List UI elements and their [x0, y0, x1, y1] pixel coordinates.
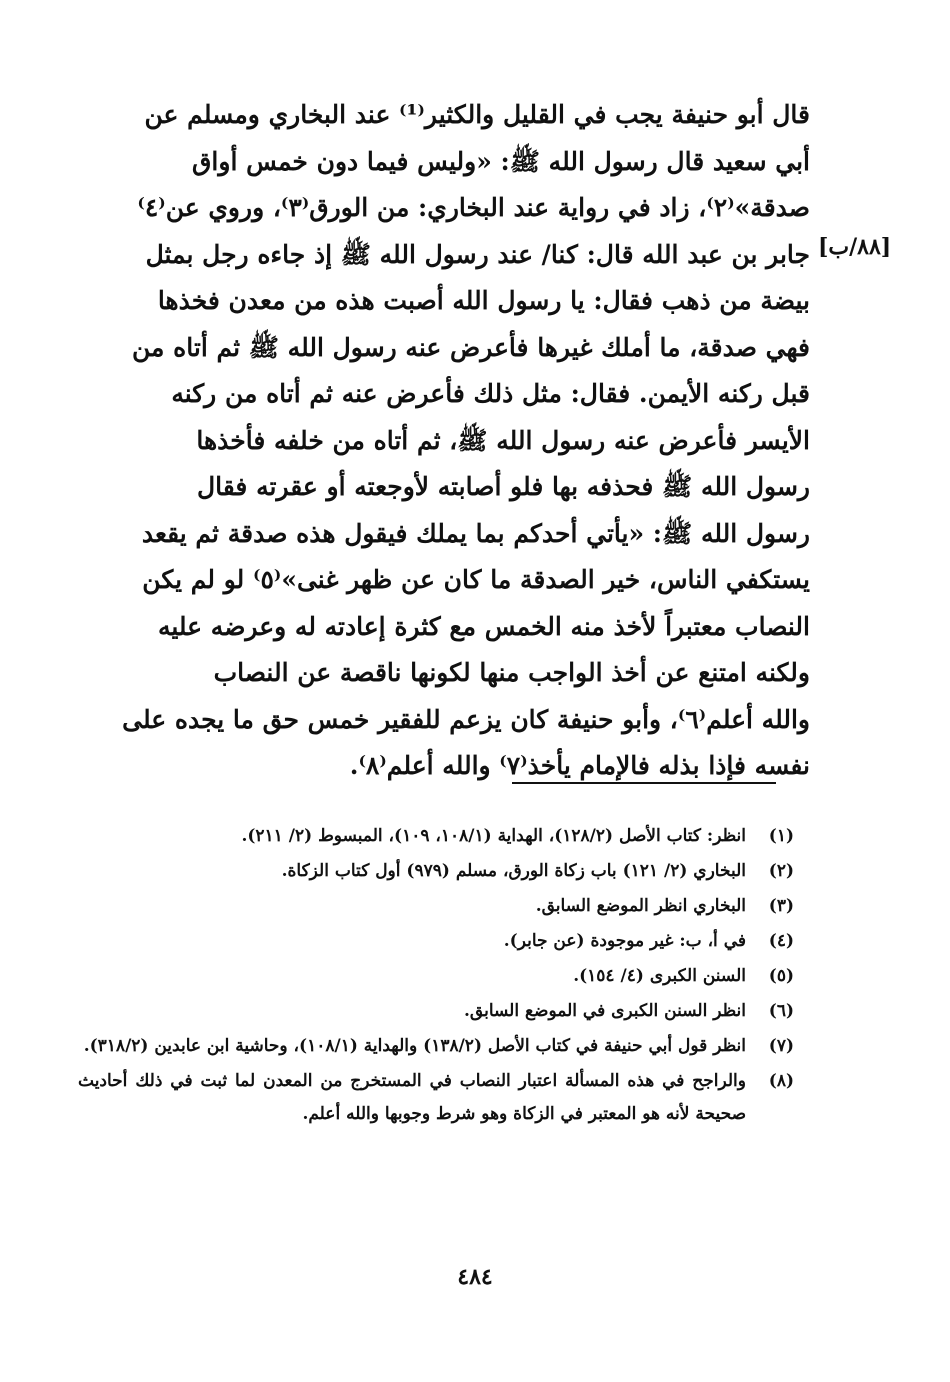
footnote-text: البخاري (٢/ ١٢١) باب زكاة الورق، مسلم (٩٧٩) أول كتاب الزكاة.: [281, 861, 746, 881]
footnote-number: (٤): [768, 931, 794, 951]
footnote-text: انظر السنن الكبرى في الموضع السابق.: [464, 1001, 746, 1021]
text-line: رسول الله ﷺ فحذفه بها فلو أصابته لأوجعته أو عقرته فقال: [197, 472, 810, 501]
text-line: رسول الله ﷺ: «يأتي أحدكم بما يملك فيقول هذه صدقة ثم يقعد: [141, 518, 810, 548]
text-line: صدقة»⁽٢⁾، زاد في رواية عند البخاري: من الورق⁽٣⁾، وروي عن⁽٤⁾: [137, 193, 810, 222]
text-line: فهي صدقة، ما أملك غيرها فأعرض عنه رسول الله ﷺ ثم أتاه من: [132, 332, 810, 362]
footnote-number: (٣): [768, 896, 794, 916]
footnote-number: (٢): [768, 861, 794, 881]
footnote-number: (٥): [768, 966, 794, 986]
text-line: نفسه فإذا بذله فالإمام يأخذ⁽٧⁾ والله أعلم⁽٨⁾.: [349, 751, 810, 780]
text-line: والله أعلم⁽٦⁾، وأبو حنيفة كان يزعم للفقير خمس حق ما يجده على: [122, 704, 810, 734]
text-line: قبل ركنه الأيمن. فقال: مثل ذلك فأعرض عنه ثم أتاه من ركنه: [171, 379, 810, 408]
footnote-text: انظر: كتاب الأصل (١٢٨/٢)، الهداية (١٠٨/١، ١٠٩)، المبسوط (٢/ ٢١١).: [241, 826, 746, 846]
footnote-number: (٦): [768, 1001, 794, 1021]
footnote: [78, 925, 794, 958]
text-line: جابر بن عبد الله قال: كنا/ عند رسول الله ﷺ إذ جاءه رجل بمثل: [145, 239, 810, 269]
footnote-number: (١): [768, 826, 794, 846]
page-number: ٤٨٤: [457, 1264, 493, 1290]
footnote: [78, 995, 794, 1028]
footnote: [78, 855, 794, 888]
footnote-text: السنن الكبرى (٤/ ١٥٤).: [573, 966, 746, 986]
footnote-text: البخاري انظر الموضع السابق.: [535, 896, 746, 916]
footnote-number: (٨): [768, 1071, 794, 1091]
footnotes-section: [78, 820, 794, 1133]
text-line: قال أبو حنيفة يجب في القليل والكثير⁽¹⁾ عند البخاري ومسلم عن: [144, 100, 810, 129]
manuscript-folio-marker: [٨٨/ب]: [818, 234, 892, 260]
footnote: [78, 1030, 794, 1063]
footnote: [78, 960, 794, 993]
footnote-text: في أ، ب: غير موجودة (عن جابر).: [503, 931, 746, 951]
footnote: [78, 890, 794, 923]
main-text-body: [80, 92, 810, 790]
text-line: النصاب معتبراً لأخذ منه الخمس مع كثرة إعادته له وعرضه عليه: [157, 611, 810, 641]
footnote-number: (٧): [768, 1036, 794, 1056]
text-line: بيضة من ذهب فقال: يا رسول الله أصبت هذه من معدن فخذها: [157, 286, 810, 315]
footnote-text: انظر قول أبي حنيفة في كتاب الأصل (١٣٨/٢) والهداية (١٠٨/١)، وحاشية ابن عابدين (٣١٨/٢).: [83, 1036, 746, 1056]
text-line: الأيسر فأعرض عنه رسول الله ﷺ، ثم أتاه من خلفه فأخذها: [196, 425, 810, 455]
footnote: [78, 820, 794, 853]
footnote-separator: [512, 782, 776, 784]
text-line: أبي سعيد قال رسول الله ﷺ: «وليس فيما دون خمس أواق: [192, 146, 810, 176]
footnote-text: والراجح في هذه المسألة اعتبار النصاب في المستخرج من المعدن لما ثبت في ذلك أحاديث صحيحة لأنه هو المعتبر في الزكاة وهو شرط وجوبها والله أعلم.: [78, 1071, 746, 1124]
footnote: [78, 1065, 794, 1131]
text-line: ولكنه امتنع عن أخذ الواجب منها لكونها ناقصة عن النصاب: [213, 658, 810, 687]
text-line: يستكفي الناس، خير الصدقة ما كان عن ظهر غنى»⁽٥⁾ لو لم يكن: [142, 565, 810, 594]
